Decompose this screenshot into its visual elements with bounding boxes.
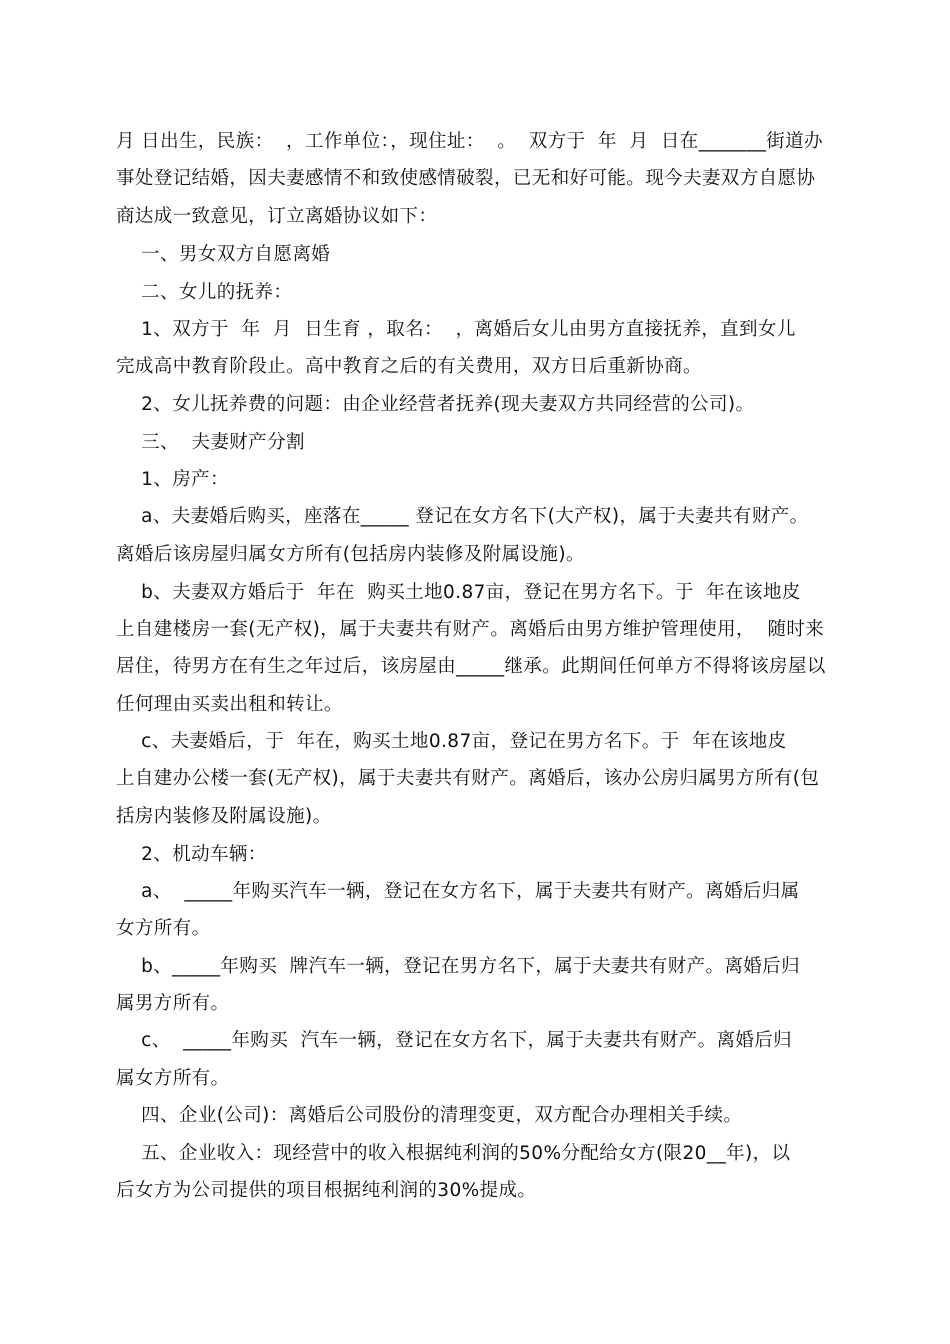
text-line: c、夫妻婚后，于 年在，购买土地0.87亩，登记在男方名下。于 年在该地皮	[116, 731, 787, 752]
text-line: a、夫妻婚后购买，座落在_____ 登记在女方名下(大产权)，属于夫妻共有财产。	[116, 506, 809, 527]
text-line: b、夫妻双方婚后于 年在 购买土地0.87亩，登记在男方名下。于 年在该地皮	[116, 582, 801, 603]
text-line: 居住，待男方在有生之年过后，该房屋由_____继承。此期间任何单方不得将该房屋以	[116, 656, 826, 677]
text-line: 商达成一致意见，订立离婚协议如下：	[116, 206, 438, 227]
text-line: 括房内装修及附属设施)。	[116, 806, 332, 827]
text-line: 完成高中教育阶段止。高中教育之后的有关费用，双方日后重新协商。	[116, 356, 702, 377]
text-line: 女方所有。	[116, 918, 211, 939]
text-line: 2、女儿抚养费的问题：由企业经营者抚养(现夫妻双方共同经营的公司)。	[116, 394, 755, 415]
subsection-heading: 1、房产：	[116, 469, 229, 490]
text-line: 上自建办公楼一套(无产权)，属于夫妻共有财产。离婚后，该办公房归属男方所有(包	[116, 768, 820, 789]
section-heading: 三、 夫妻财产分割	[116, 432, 305, 453]
section-heading: 一、男女双方自愿离婚	[116, 244, 331, 265]
text-line: 1、双方于 年 月 日生育 ，取名： ，离婚后女儿由男方直接抚养，直到女儿	[116, 319, 796, 340]
text-line: 任何理由买卖出租和转让。	[116, 694, 343, 715]
text-line: 属女方所有。	[116, 1068, 230, 1089]
text-line: 事处登记结婚，因夫妻感情不和致使感情破裂，已无和好可能。现今夫妻双方自愿协	[116, 168, 816, 189]
text-line: 五、企业收入：现经营中的收入根据纯利润的50%分配给女方(限20__年)，以	[116, 1143, 791, 1164]
text-line: 上自建楼房一套(无产权)，属于夫妻共有财产。离婚后由男方维护管理使用， 随时来	[116, 619, 825, 640]
section-heading: 二、女儿的抚养：	[116, 282, 293, 303]
text-line: 后女方为公司提供的项目根据纯利润的30%提成。	[116, 1180, 537, 1201]
text-line: 离婚后该房屋归属女方所有(包括房内装修及附属设施)。	[116, 544, 585, 565]
text-line: b、_____年购买 牌汽车一辆，登记在男方名下，属于夫妻共有财产。离婚后归	[116, 956, 800, 977]
text-line: a、 _____年购买汽车一辆，登记在女方名下，属于夫妻共有财产。离婚后归属	[116, 881, 800, 902]
text-line: 属男方所有。	[116, 993, 230, 1014]
text-line: 月 日出生，民族： ，工作单位：，现住址： 。 双方于 年 月 日在_______街道办	[116, 131, 823, 152]
text-line: c、 _____年购买 汽车一辆，登记在女方名下，属于夫妻共有财产。离婚后归	[116, 1030, 793, 1051]
subsection-heading: 2、机动车辆：	[116, 844, 267, 865]
section-heading: 四、企业(公司)：离婚后公司股份的清理变更，双方配合办理相关手续。	[116, 1105, 743, 1126]
